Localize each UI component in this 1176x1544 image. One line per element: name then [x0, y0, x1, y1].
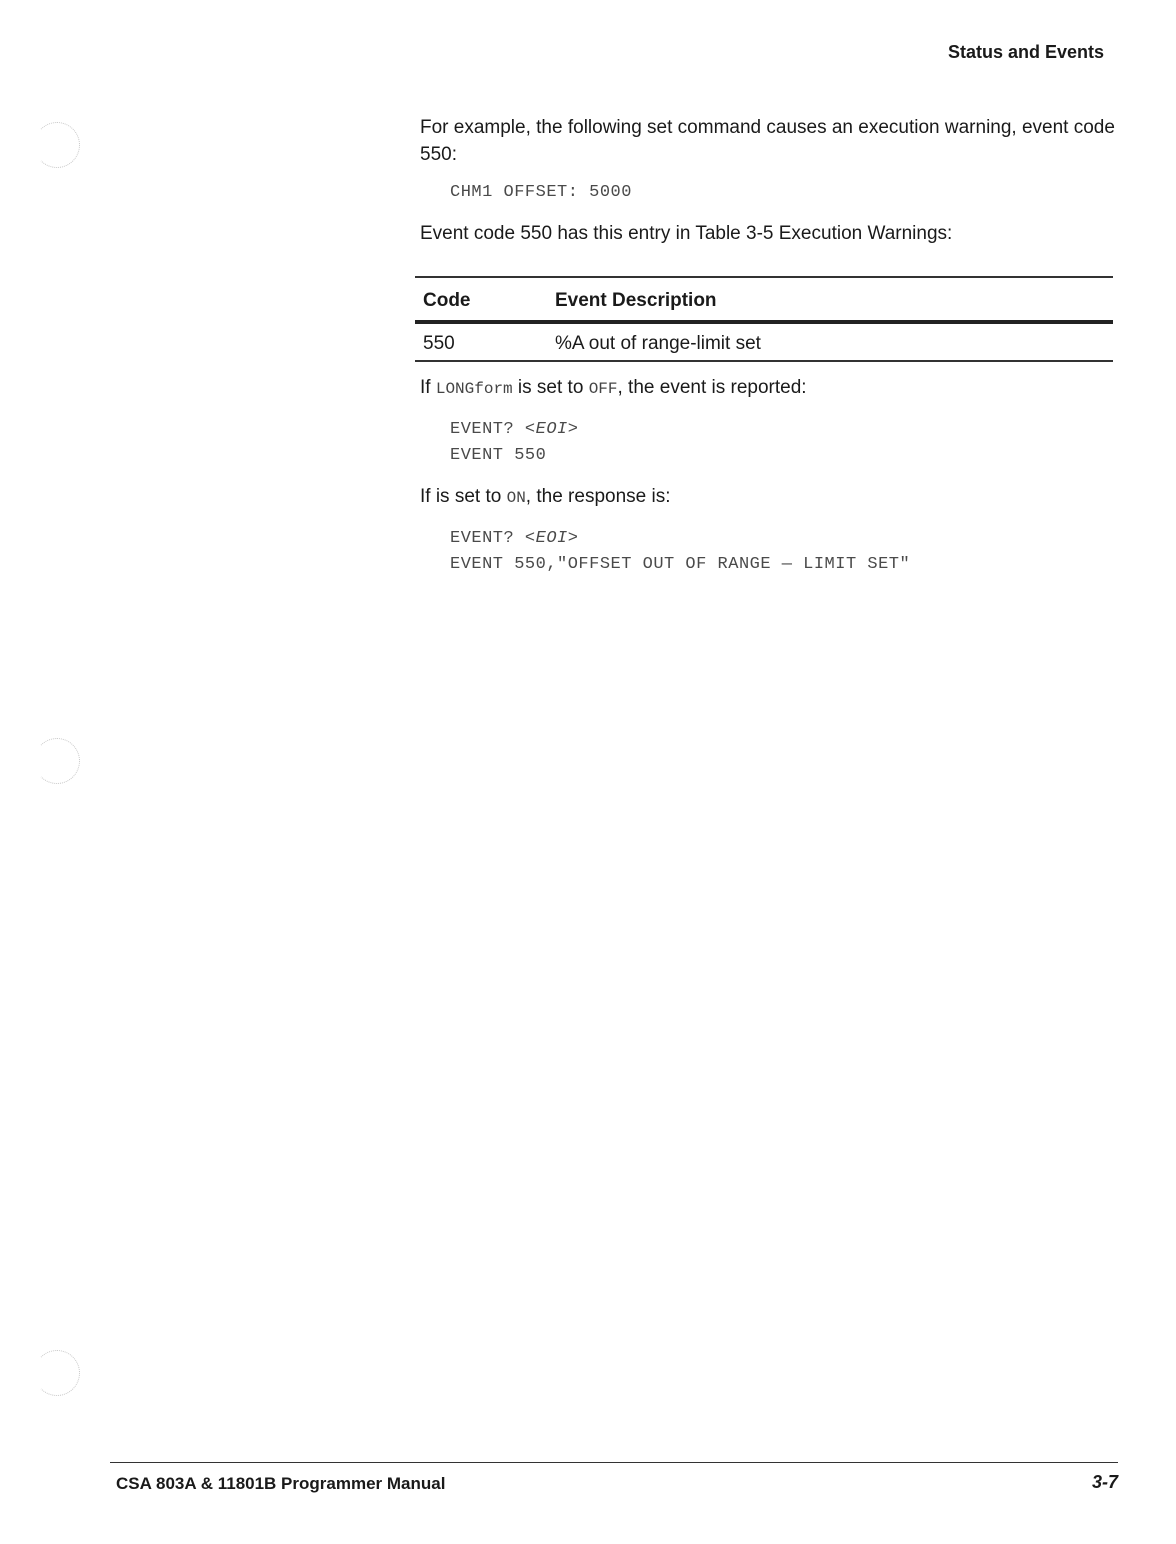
table-cell-description: %A out of range-limit set: [547, 322, 1113, 361]
off-example-block: [420, 417, 1120, 469]
off-query-line: [450, 417, 1120, 443]
on-query-eoi: <EOI>: [524, 529, 579, 548]
set-command-example: CHM1 OFFSET: 5000: [450, 183, 632, 202]
punch-hole-bottom: [34, 1350, 80, 1396]
on-query-line: [450, 526, 1120, 552]
longform-off-suffix: , the event is reported:: [617, 377, 807, 398]
on-response-line: EVENT 550,"OFFSET OUT OF RANGE — LIMIT SET": [450, 555, 911, 574]
table-header-code: Code: [415, 277, 547, 322]
table-header-description: Event Description: [547, 277, 1113, 322]
table-row: [415, 322, 1113, 361]
longform-off-prefix: If: [420, 377, 436, 398]
table-header-row: [415, 277, 1113, 322]
longform-on-paragraph: [420, 483, 1120, 512]
longform-keyword: LONGform: [435, 380, 513, 398]
execution-warnings-table: [415, 276, 1113, 362]
longform-on-prefix: If is set to: [420, 486, 507, 507]
response-content: [420, 374, 1120, 578]
table-cell-code: 550: [415, 322, 547, 361]
main-content: [420, 114, 1120, 247]
on-example-block: [420, 526, 1120, 578]
longform-off-middle: is set to: [512, 377, 589, 398]
punch-hole-middle: [34, 738, 80, 784]
footer-manual-title: CSA 803A & 11801B Programmer Manual: [116, 1474, 446, 1493]
longform-off-paragraph: [420, 374, 1120, 403]
longform-on-suffix: , the response is:: [525, 486, 671, 507]
off-query-cmd: EVENT?: [450, 420, 515, 439]
off-response-line: EVENT 550: [450, 446, 547, 465]
intro-paragraph: For example, the following set command causes an execution warning, event code 550:: [420, 117, 1115, 165]
table-intro-paragraph: Event code 550 has this entry in Table 3-5 Execution Warnings:: [420, 223, 953, 244]
on-value: ON: [506, 489, 526, 507]
footer-divider: [110, 1462, 1118, 1463]
footer-page-number: 3-7: [1091, 1472, 1118, 1492]
punch-hole-top: [34, 122, 80, 168]
page-header-title: Status and Events: [947, 42, 1104, 62]
off-query-eoi: <EOI>: [524, 420, 579, 439]
off-value: OFF: [588, 380, 618, 398]
on-query-cmd: EVENT?: [450, 529, 515, 548]
